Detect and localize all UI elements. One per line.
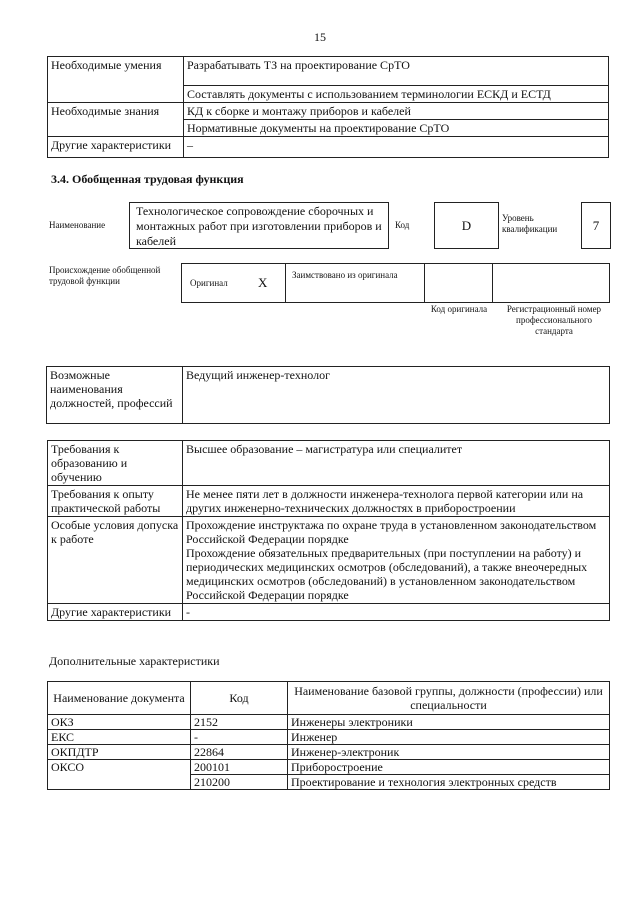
additional-title: Дополнительные характеристики (49, 654, 220, 668)
divider (492, 264, 493, 302)
name-box (129, 202, 389, 249)
positions-label: Возможные наименования должностей, профессий (47, 367, 183, 424)
header-doc: Наименование документа (48, 682, 191, 715)
requirement-label: Особые условия допуска к работе (48, 517, 183, 604)
name-value: Технологическое сопровождение сборочных и монтажных работ при изготовлении приборов и кабелей (136, 204, 382, 248)
table-row (48, 103, 609, 120)
requirements-table (47, 440, 610, 621)
skills-table (47, 56, 609, 158)
level-box (581, 202, 611, 249)
borrowed-label: Заимствовано из оригинала (292, 270, 398, 280)
requirement-value: - (183, 604, 610, 621)
name-label: Наименование (49, 220, 106, 230)
table-row (48, 137, 609, 158)
level-label: Уровень квалификации (502, 213, 558, 234)
other-label: Другие характеристики (48, 137, 184, 158)
name-cell: Инженер (288, 730, 610, 745)
table-row (48, 57, 609, 86)
original-mark: X (258, 275, 268, 290)
table-row (48, 486, 610, 517)
table-row (47, 367, 610, 424)
name-cell: Проектирование и технология электронных средств (288, 775, 610, 790)
name-cell: Приборостроение (288, 760, 610, 775)
table-row (48, 517, 610, 604)
requirement-label: Другие характеристики (48, 604, 183, 621)
requirement-label: Требования к образованию и обучению (48, 441, 183, 486)
doc-cell: ОКПДТР (48, 745, 191, 760)
requirement-value: Не менее пяти лет в должности инженера-технолога первой категории или на других инженерно-технических должностях в приборостроении (183, 486, 610, 517)
name-cell: Инженеры электроники (288, 715, 610, 730)
table-row (48, 604, 610, 621)
caption-code: Код оригинала (430, 304, 488, 314)
code-cell: 22864 (191, 745, 288, 760)
table-row (48, 760, 610, 775)
divider (285, 264, 286, 302)
section-heading: 3.4. Обобщенная трудовая функция (51, 172, 244, 186)
knowledge-value: Нормативные документы на проектирование СрТО (184, 120, 609, 137)
code-cell: 200101 (191, 760, 288, 775)
skills-value: Составлять документы с использованием терминологии ЕСКД и ЕСТД (184, 86, 609, 103)
doc-cell: ОКСО (48, 760, 191, 790)
requirement-value: Высшее образование – магистратура или специалитет (183, 441, 610, 486)
requirement-label: Требования к опыту практической работы (48, 486, 183, 517)
table-row (48, 715, 610, 730)
requirement-value (183, 517, 610, 604)
requirement-line: Прохождение обязательных предварительных (при поступлении на работу) и периодических медицинских осмотров (обследований), а также внеочередных медицинских осмотров (обследований) в установленном законодательством Российской Федерации порядке (186, 546, 588, 602)
code-label: Код (395, 220, 410, 230)
code-cell: 2152 (191, 715, 288, 730)
origin-box (181, 263, 610, 303)
requirement-line: Прохождение инструктажа по охране труда в установленном законодательством Российской Федерации порядке (186, 518, 597, 546)
doc-cell: ЕКС (48, 730, 191, 745)
header-name: Наименование базовой группы, должности (профессии) или специальности (288, 682, 610, 715)
skills-value: Разрабатывать ТЗ на проектирование СрТО (184, 57, 609, 86)
page-number: 15 (314, 30, 326, 44)
level-value: 7 (592, 218, 600, 233)
table-header-row (48, 682, 610, 715)
table-row (48, 745, 610, 760)
other-value: – (184, 137, 609, 158)
positions-value: Ведущий инженер-технолог (183, 367, 610, 424)
caption-registration: Регистрационный номер профессионального стандарта (506, 304, 602, 336)
code-cell: - (191, 730, 288, 745)
origin-label: Происхождение обобщенной трудовой функции (49, 265, 161, 286)
positions-table (46, 366, 610, 424)
name-cell: Инженер-электроник (288, 745, 610, 760)
header-code: Код (191, 682, 288, 715)
code-value: D (461, 218, 472, 233)
original-label: Оригинал (190, 278, 228, 288)
knowledge-value: КД к сборке и монтажу приборов и кабелей (184, 103, 609, 120)
table-row (48, 441, 610, 486)
table-row (48, 730, 610, 745)
skills-label: Необходимые умения (48, 57, 184, 103)
code-box (434, 202, 499, 249)
knowledge-label: Необходимые знания (48, 103, 184, 137)
divider (424, 264, 425, 302)
doc-cell: ОКЗ (48, 715, 191, 730)
code-cell: 210200 (191, 775, 288, 790)
additional-table (47, 681, 610, 790)
